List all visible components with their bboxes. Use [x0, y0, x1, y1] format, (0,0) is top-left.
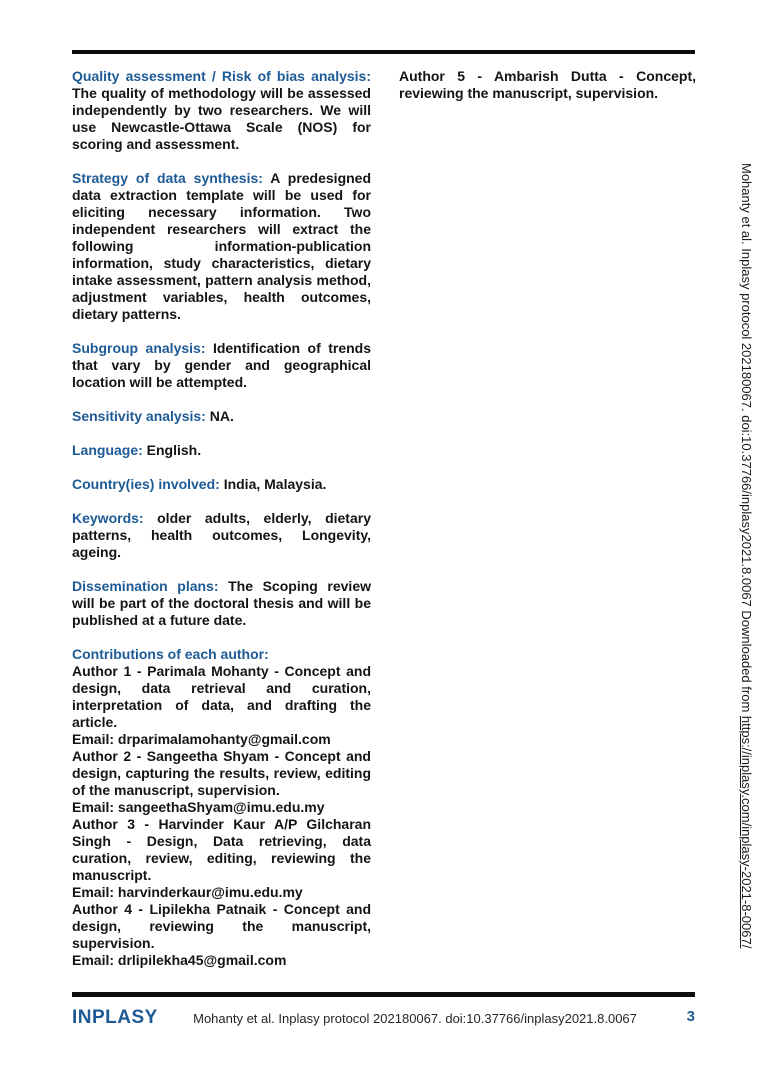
section-body: NA.: [209, 408, 234, 424]
section-subgroup-analysis: [72, 340, 371, 391]
section-body: India, Malaysia.: [223, 476, 327, 492]
author-contribution: Author 3 - Harvinder Kaur A/P Gilcharan Singh - Design, Data retrieving, data curation, review, editing, reviewing the manuscript.: [72, 816, 371, 883]
right-text-column: [399, 68, 696, 119]
section-body: The quality of methodology will be assessed independently by two researchers. We will use Newcastle-Ottawa Scale (NOS) for scoring and assessment.: [72, 85, 371, 152]
section-body: A predesigned data extraction template will be used for eliciting necessary information. Two independent researchers will extract the following information-publication information, study characteristics, dietary intake assessment, pattern analysis method, adjustment variables, health outcomes, dietary patterns.: [72, 170, 372, 322]
section-country-involved: [72, 476, 371, 493]
author-email: Email: harvinderkaur@imu.edu.my: [72, 884, 303, 900]
section-label: Sensitivity analysis:: [72, 408, 206, 424]
section-label: Keywords:: [72, 510, 144, 526]
author-contribution: Author 1 - Parimala Mohanty - Concept and design, data retrieval and curation, interpretation of data, and drafting the article.: [72, 663, 371, 730]
section-dissemination-plans: [72, 578, 371, 629]
page-number: 3: [686, 1008, 695, 1025]
vertical-citation-text: Mohanty et al. Inplasy protocol 202180067. doi:10.37766/inplasy2021.8.0067 Downloaded from: [739, 163, 754, 716]
author-contribution: Author 2 - Sangeetha Shyam - Concept and design, capturing the results, review, editing of the manuscript, supervision.: [72, 748, 371, 798]
author-email: Email: drparimalamohanty@gmail.com: [72, 731, 331, 747]
section-body: English.: [146, 442, 202, 458]
section-label: Language:: [72, 442, 143, 458]
footer-citation: Mohanty et al. Inplasy protocol 202180067. doi:10.37766/inplasy2021.8.0067: [193, 1011, 637, 1026]
author-contribution: Author 4 - Lipilekha Patnaik - Concept and design, reviewing the manuscript, supervision.: [72, 901, 371, 951]
section-body: Identification of trends that vary by gender and geographical location will be attempted.: [72, 340, 371, 390]
author-email: Email: drlipilekha45@gmail.com: [72, 952, 287, 968]
inplasy-logo: INPLASY: [72, 1007, 158, 1028]
footer-rule-divider: [72, 992, 695, 997]
section-label: Subgroup analysis:: [72, 340, 206, 356]
section-strategy-data-synthesis: [72, 170, 371, 323]
author-email: Email: sangeethaShyam@imu.edu.my: [72, 799, 325, 815]
vertical-citation: [738, 163, 754, 948]
section-contributions: [72, 646, 371, 969]
top-rule-divider: [72, 50, 695, 54]
section-label: Strategy of data synthesis:: [72, 170, 263, 186]
section-language: [72, 442, 371, 459]
section-body: older adults, elderly, dietary patterns, health outcomes, Longevity, ageing.: [72, 510, 371, 560]
section-label: Dissemination plans:: [72, 578, 219, 594]
vertical-citation-link[interactable]: https://inplasy.com/inplasy-2021-8-0067/: [739, 715, 754, 949]
section-label: Contributions of each author:: [72, 646, 269, 662]
section-sensitivity-analysis: [72, 408, 371, 425]
section-keywords: [72, 510, 371, 561]
author5-contribution: Author 5 - Ambarish Dutta - Concept, reviewing the manuscript, supervision.: [399, 68, 696, 101]
section-quality-assessment: [72, 68, 371, 153]
section-label: Quality assessment / Risk of bias analysis:: [72, 68, 371, 84]
section-label: Country(ies) involved:: [72, 476, 220, 492]
left-text-column: [72, 68, 371, 969]
section-body: The Scoping review will be part of the doctoral thesis and will be published at a future date.: [72, 578, 371, 628]
